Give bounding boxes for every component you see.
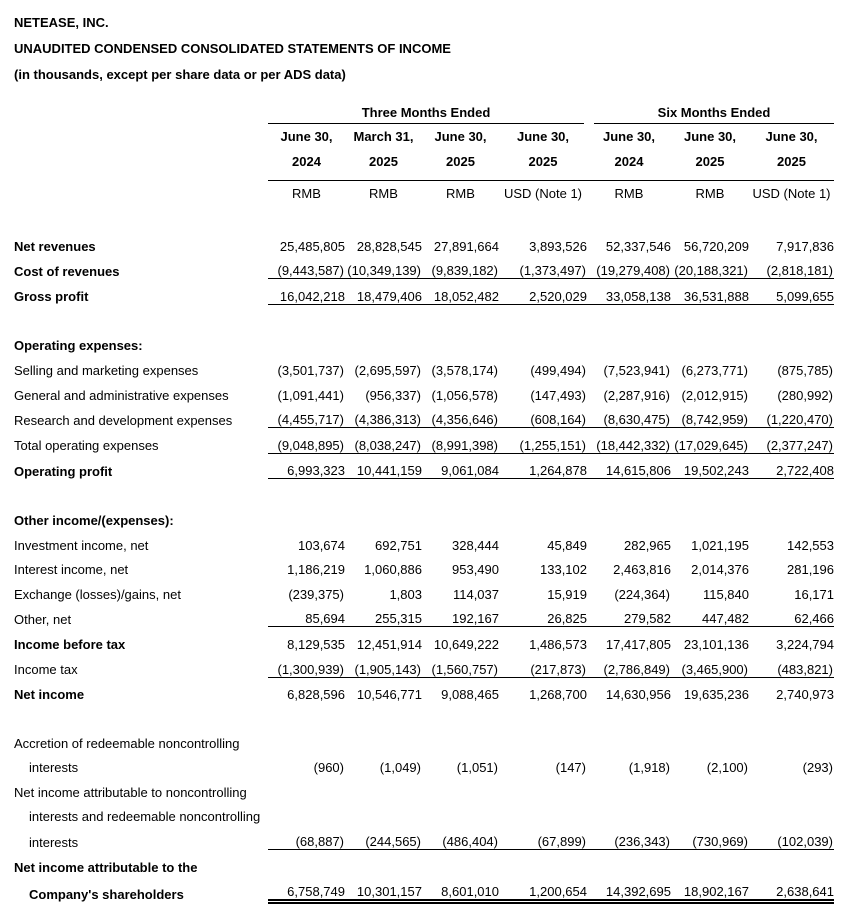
cell-value: (9,443,587)	[277, 263, 344, 279]
cell-value: 953,490	[452, 562, 499, 578]
cell-value: (8,991,398)	[422, 428, 499, 454]
table-body	[14, 229, 834, 902]
table-row	[14, 775, 834, 800]
cell-value: (4,386,313)	[354, 412, 421, 428]
cell-value	[345, 800, 422, 825]
column-year: 2025	[422, 149, 499, 181]
cell-value: (19,279,408)	[596, 263, 670, 279]
cell-value	[345, 329, 422, 354]
cell-value	[671, 503, 749, 528]
cell-value	[587, 775, 671, 800]
cell-value	[345, 726, 422, 751]
cell-value	[587, 503, 671, 528]
cell-value: 27,891,664	[433, 238, 499, 254]
cell-value	[671, 726, 749, 751]
table-row	[14, 627, 834, 652]
table-row	[14, 850, 834, 875]
table-row	[14, 528, 834, 553]
cell-value: (4,455,717)	[277, 412, 344, 428]
year-row	[14, 149, 834, 181]
cell-value: 2,463,816	[613, 562, 671, 578]
cell-value: (1,255,151)	[499, 428, 587, 454]
cell-value: (9,048,895)	[268, 428, 345, 454]
cell-value: 17,417,805	[587, 627, 671, 652]
cell-value: (10,349,139)	[347, 263, 421, 279]
column-period: March 31,	[353, 129, 414, 144]
cell-value	[749, 775, 834, 800]
row-label: Income before tax	[14, 636, 126, 652]
row-label: Total operating expenses	[14, 438, 159, 454]
cell-value: 2,014,376	[691, 562, 749, 578]
cell-value: (224,364)	[614, 586, 670, 602]
cell-value: (1,373,497)	[519, 263, 586, 279]
row-label: Selling and marketing expenses	[14, 362, 199, 378]
cell-value: (2,786,849)	[603, 661, 670, 677]
row-label: interests and redeemable noncontrolling	[29, 809, 261, 825]
cell-value: (960)	[313, 760, 344, 776]
column-year: 2025	[671, 149, 749, 181]
table-header	[14, 102, 834, 229]
currency-row	[14, 181, 834, 207]
income-statement-table	[14, 102, 834, 904]
cell-value	[268, 850, 345, 875]
cell-value: 1,264,878	[499, 453, 587, 479]
cell-value: 18,479,406	[345, 279, 422, 305]
cell-value: 12,451,914	[345, 627, 422, 652]
cell-value: 28,828,545	[356, 238, 422, 254]
column-period: June 30,	[683, 129, 737, 144]
cell-value	[268, 726, 345, 751]
column-year: 2025	[749, 149, 834, 181]
table-row	[14, 378, 834, 403]
cell-value: (8,038,247)	[345, 428, 422, 454]
cell-value	[422, 775, 499, 800]
cell-value: (1,051)	[456, 760, 498, 776]
cell-value: 279,582	[624, 611, 671, 627]
cell-value	[345, 850, 422, 875]
cell-value: 114,037	[452, 586, 499, 602]
cell-value: (18,442,332)	[587, 428, 671, 454]
cell-value: 15,919	[547, 586, 587, 602]
cell-value	[671, 775, 749, 800]
cell-value: 1,060,886	[364, 562, 422, 578]
column-currency: RMB	[695, 186, 725, 201]
cell-value	[268, 775, 345, 800]
cell-value: 1,486,573	[499, 627, 587, 652]
cell-value: (1,056,578)	[431, 387, 498, 403]
cell-value: 25,485,805	[279, 238, 345, 254]
cell-value: 16,042,218	[268, 279, 345, 305]
cell-value: (7,523,941)	[603, 362, 670, 378]
cell-value: 1,021,195	[691, 537, 749, 553]
cell-value	[587, 850, 671, 875]
row-label: Net revenues	[14, 238, 96, 254]
cell-value: 45,849	[547, 537, 587, 553]
statement-title: UNAUDITED CONDENSED CONSOLIDATED STATEMENTS OF INCOME	[14, 41, 451, 56]
row-label: Interest income, net	[14, 562, 129, 578]
cell-value: 133,102	[540, 562, 587, 578]
cell-value: 14,615,806	[587, 453, 671, 479]
cell-value: (499,494)	[530, 362, 586, 378]
cell-value: (2,012,915)	[681, 387, 748, 403]
column-period: June 30,	[516, 129, 570, 144]
cell-value: 8,601,010	[422, 875, 499, 902]
column-currency: RMB	[446, 186, 475, 201]
cell-value	[422, 329, 499, 354]
cell-value: 16,171	[794, 586, 834, 602]
cell-value	[268, 503, 345, 528]
row-label: interests	[29, 834, 79, 850]
cell-value: (280,992)	[777, 387, 833, 403]
row-label: Net income	[14, 687, 85, 703]
table-row	[14, 875, 834, 902]
column-period: June 30,	[602, 129, 656, 144]
cell-value	[499, 850, 587, 875]
cell-value: 26,825	[547, 611, 587, 627]
table-row	[14, 353, 834, 378]
column-currency: USD (Note 1)	[752, 186, 831, 201]
column-currency: RMB	[369, 186, 398, 201]
cell-value: 10,546,771	[345, 677, 422, 702]
row-label: Research and development expenses	[14, 412, 233, 428]
cell-value: 36,531,888	[671, 279, 749, 305]
table-row	[14, 800, 834, 825]
row-label: Company's shareholders	[29, 886, 184, 902]
table-row	[14, 577, 834, 602]
cell-value: 281,196	[787, 562, 834, 578]
table-row	[14, 503, 834, 528]
row-label: General and administrative expenses	[14, 387, 229, 403]
cell-value: (6,273,771)	[681, 362, 748, 378]
cell-value: 23,101,136	[671, 627, 749, 652]
cell-value	[268, 329, 345, 354]
cell-value: 6,828,596	[268, 677, 345, 702]
document-header	[14, 10, 856, 88]
cell-value: 1,200,654	[499, 875, 587, 902]
column-year: 2025	[499, 149, 587, 181]
column-currency: USD (Note 1)	[503, 186, 583, 201]
cell-value: (8,630,475)	[603, 412, 670, 428]
cell-value: (1,049)	[379, 760, 421, 776]
cell-value: 9,061,084	[422, 453, 499, 479]
column-year: 2024	[268, 149, 345, 181]
cell-value	[345, 503, 422, 528]
table-row	[14, 553, 834, 578]
cell-value	[749, 726, 834, 751]
cell-value: 8,129,535	[268, 627, 345, 652]
row-label: Operating expenses:	[14, 338, 143, 354]
cell-value: (3,578,174)	[431, 362, 498, 378]
cell-value: 62,466	[794, 611, 834, 627]
cell-value	[422, 503, 499, 528]
table-row	[14, 652, 834, 677]
cell-value	[671, 850, 749, 875]
cell-value	[499, 329, 587, 354]
period-group-row	[14, 102, 834, 124]
row-label: Income tax	[14, 662, 78, 677]
cell-value: 6,758,749	[268, 875, 345, 902]
cell-value: 5,099,655	[749, 279, 834, 305]
cell-value: (2,695,597)	[354, 362, 421, 378]
table-row	[14, 726, 834, 751]
cell-value: 3,893,526	[529, 238, 587, 254]
table-row	[14, 403, 834, 428]
cell-value: (1,300,939)	[277, 661, 344, 677]
row-label: Gross profit	[14, 289, 89, 305]
cell-value: 115,840	[702, 586, 749, 602]
row-label: Operating profit	[14, 463, 113, 479]
row-label: Accretion of redeemable noncontrolling	[14, 735, 240, 751]
row-label: Other income/(expenses):	[14, 512, 174, 528]
cell-value	[671, 800, 749, 825]
cell-value	[499, 800, 587, 825]
column-year: 2024	[587, 149, 671, 181]
cell-value: 18,902,167	[671, 875, 749, 902]
cell-value: (4,356,646)	[431, 412, 498, 428]
row-label: Net income attributable to noncontrolling	[14, 784, 247, 800]
cell-value	[422, 800, 499, 825]
cell-value: 2,638,641	[749, 875, 834, 902]
cell-value: (2,818,181)	[766, 263, 833, 279]
cell-value: (956,337)	[365, 387, 421, 403]
cell-value: (2,100)	[706, 760, 748, 776]
header-spacer	[14, 206, 834, 229]
column-period: June 30,	[280, 129, 333, 144]
cell-value: 14,630,956	[587, 677, 671, 702]
cell-value: (3,465,900)	[681, 661, 748, 677]
cell-value: 52,337,546	[605, 238, 671, 254]
column-period: June 30,	[765, 129, 818, 144]
cell-value: (239,375)	[288, 586, 344, 602]
column-year: 2025	[345, 149, 422, 181]
row-label: Investment income, net	[14, 537, 149, 553]
three-months-ended-header: Three Months Ended	[268, 105, 584, 124]
cell-value: 282,965	[624, 537, 671, 553]
cell-value: 447,482	[702, 611, 749, 627]
cell-value: (486,404)	[422, 824, 499, 849]
cell-value: 7,917,836	[776, 238, 834, 254]
cell-value	[499, 503, 587, 528]
cell-value: 692,751	[375, 537, 422, 553]
cell-value: 19,502,243	[671, 453, 749, 479]
cell-value: 142,553	[787, 537, 834, 553]
cell-value: 85,694	[305, 611, 345, 627]
cell-value: 1,803	[389, 586, 422, 602]
cell-value	[587, 726, 671, 751]
cell-value: (1,905,143)	[354, 661, 421, 677]
cell-value: 10,441,159	[345, 453, 422, 479]
cell-value: 14,392,695	[587, 875, 671, 902]
cell-value	[499, 775, 587, 800]
cell-value: (2,377,247)	[749, 428, 834, 454]
table-row	[14, 677, 834, 702]
cell-value: (147)	[555, 760, 586, 776]
cell-value: 2,520,029	[499, 279, 587, 305]
table-row	[14, 428, 834, 454]
cell-value: (1,220,470)	[766, 412, 833, 428]
cell-value	[587, 800, 671, 825]
cell-value: 2,722,408	[749, 453, 834, 479]
cell-value	[749, 503, 834, 528]
cell-value: (2,287,916)	[603, 387, 670, 403]
cell-value	[268, 800, 345, 825]
cell-value	[749, 800, 834, 825]
cell-value: (20,188,321)	[674, 263, 748, 279]
cell-value: 1,186,219	[287, 562, 345, 578]
cell-value: (17,029,645)	[671, 428, 749, 454]
table-row	[14, 329, 834, 354]
column-currency: RMB	[292, 186, 321, 201]
cell-value: (67,899)	[499, 824, 587, 849]
cell-value: (483,821)	[777, 661, 833, 677]
cell-value: (236,343)	[587, 824, 671, 849]
cell-value: 255,315	[375, 611, 422, 627]
cell-value: (68,887)	[268, 824, 345, 849]
empty-corner-cell	[14, 102, 268, 124]
cell-value: (9,839,182)	[431, 263, 498, 279]
cell-value: (8,742,959)	[681, 412, 748, 428]
column-currency: RMB	[614, 186, 644, 201]
cell-value	[749, 329, 834, 354]
cell-value: (3,501,737)	[277, 362, 344, 378]
spacer-row	[14, 304, 834, 329]
table-row	[14, 602, 834, 627]
cell-value: (1,918)	[628, 760, 670, 776]
spacer-row	[14, 702, 834, 726]
row-label: Net income attributable to the	[14, 859, 198, 875]
cell-value: 19,635,236	[671, 677, 749, 702]
table-row	[14, 751, 834, 776]
cell-value	[671, 329, 749, 354]
row-label: Exchange (losses)/gains, net	[14, 586, 181, 602]
cell-value	[499, 726, 587, 751]
cell-value	[422, 726, 499, 751]
six-months-ended-header: Six Months Ended	[594, 105, 834, 124]
company-name: NETEASE, INC.	[14, 15, 109, 30]
cell-value: 192,167	[452, 611, 499, 627]
cell-value: (217,873)	[530, 661, 586, 677]
cell-value: 1,268,700	[499, 677, 587, 702]
row-label: Other, net	[14, 611, 72, 627]
cell-value	[749, 850, 834, 875]
table-row	[14, 254, 834, 279]
cell-value: 9,088,465	[422, 677, 499, 702]
cell-value: (244,565)	[345, 824, 422, 849]
spacer-row	[14, 479, 834, 504]
cell-value: (102,039)	[749, 824, 834, 849]
cell-value: 6,993,323	[268, 453, 345, 479]
cell-value: 10,301,157	[345, 875, 422, 902]
cell-value: 10,649,222	[422, 627, 499, 652]
table-row	[14, 229, 834, 254]
cell-value: 18,052,482	[422, 279, 499, 305]
cell-value: (1,091,441)	[277, 387, 344, 403]
cell-value: 3,224,794	[749, 627, 834, 652]
cell-value: 328,444	[452, 537, 499, 553]
cell-value: (147,493)	[530, 387, 586, 403]
date-row	[14, 124, 834, 149]
table-row	[14, 453, 834, 479]
cell-value	[345, 775, 422, 800]
cell-value: 33,058,138	[587, 279, 671, 305]
statement-subtitle: (in thousands, except per share data or per ADS data)	[14, 67, 346, 82]
cell-value: (730,969)	[671, 824, 749, 849]
cell-value	[587, 329, 671, 354]
cell-value: (875,785)	[777, 362, 833, 378]
cell-value: 56,720,209	[683, 238, 749, 254]
cell-value: (293)	[802, 760, 833, 776]
cell-value: (1,560,757)	[431, 661, 498, 677]
table-row	[14, 824, 834, 849]
cell-value: 2,740,973	[749, 677, 834, 702]
row-label: Cost of revenues	[14, 263, 120, 279]
table-row	[14, 279, 834, 305]
cell-value	[422, 850, 499, 875]
cell-value: (608,164)	[530, 412, 586, 428]
column-period: June 30,	[434, 129, 487, 144]
cell-value: 103,674	[298, 537, 345, 553]
row-label: interests	[29, 760, 79, 776]
